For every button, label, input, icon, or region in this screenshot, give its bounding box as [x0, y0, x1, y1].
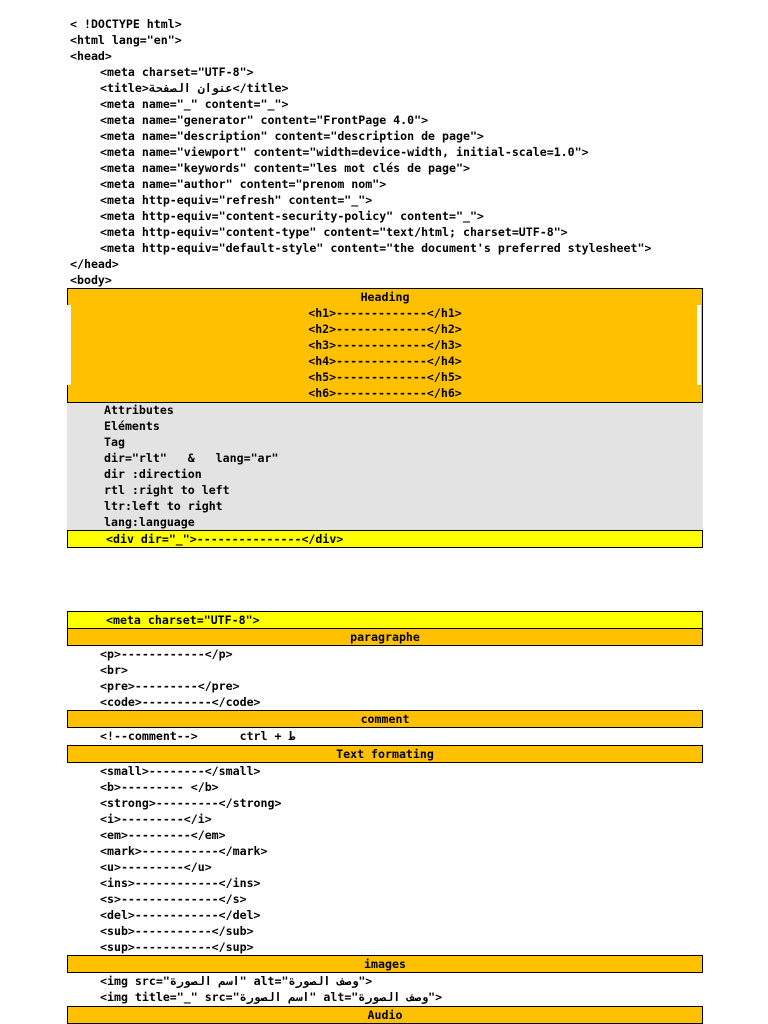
note-elements: Eléments [104, 419, 160, 433]
paragraphe-pre-line: <pre>---------</pre> [100, 679, 240, 693]
audio-title: Audio [367, 1008, 403, 1022]
code-line-meta-author: <meta name="author" content="prenom nom"> [100, 177, 387, 191]
format-ins-line: <ins>------------</ins> [100, 876, 261, 890]
note-dir-lang: dir="rlt" & lang="ar" [104, 451, 279, 465]
code-line-meta-description: <meta name="description" content="description de page"> [100, 129, 484, 143]
format-s-line: <s>--------------</s> [100, 892, 247, 906]
note-dir: dir :direction [104, 467, 202, 481]
format-sup-line: <sup>-----------</sup> [100, 940, 254, 954]
code-line-head-close: </head> [70, 257, 119, 271]
code-line-meta-csp: <meta http-equiv="content-security-policy" content="_"> [100, 209, 484, 223]
note-attributes: Attributes [104, 403, 174, 417]
heading-h1-line: <h1>-------------</h1> [308, 306, 462, 320]
heading-h5-line: <h5>-------------</h5> [308, 370, 462, 384]
heading-h3-line: <h3>-------------</h3> [308, 338, 462, 352]
code-line-doctype: < !DOCTYPE html> [70, 17, 182, 31]
code-line-meta-generator: <meta name="generator" content="FrontPage 4.0"> [100, 113, 429, 127]
heading-h6-line: <h6>-------------</h6> [308, 386, 462, 400]
format-strong-line: <strong>---------</strong> [100, 796, 282, 810]
paragraphe-title: paragraphe [350, 630, 420, 644]
format-del-line: <del>------------</del> [100, 908, 261, 922]
heading-h2-line: <h2>-------------</h2> [308, 322, 462, 336]
charset-line: <meta charset="UTF-8"> [106, 613, 260, 627]
heading-h4-line: <h4>-------------</h4> [308, 354, 462, 368]
code-line-meta-generic: <meta name="_" content="_"> [100, 97, 289, 111]
text-formating-title: Text formating [336, 747, 434, 761]
images-title: images [364, 957, 406, 971]
note-ltr: ltr:left to right [104, 499, 223, 513]
paragraphe-br-line: <br> [100, 663, 128, 677]
format-u-line: <u>---------</u> [100, 860, 212, 874]
code-line-html: <html lang="en"> [70, 33, 182, 47]
comment-line: <!--comment--> ctrl + ط [100, 729, 296, 743]
paragraphe-p-line: <p>------------</p> [100, 647, 233, 661]
code-line-meta-charset: <meta charset="UTF-8"> [100, 65, 254, 79]
img-src-line: <img src="اسم الصورة" alt="وصف الصورة"> [100, 974, 373, 988]
comment-title: comment [360, 712, 410, 726]
heading-section-title: Heading [360, 290, 410, 304]
paragraphe-code-line: <code>----------</code> [100, 695, 261, 709]
code-line-title: <title>عنوان الصفحة</title> [100, 81, 289, 95]
code-line-body-open: <body> [70, 273, 112, 287]
img-title-line: <img title="_" src="اسم الصورة" alt="وصف الصورة"> [100, 990, 443, 1004]
format-small-line: <small>--------</small> [100, 764, 261, 778]
format-em-line: <em>---------</em> [100, 828, 226, 842]
note-rtl: rtl :right to left [104, 483, 230, 497]
format-sub-line: <sub>-----------</sub> [100, 924, 254, 938]
code-line-meta-viewport: <meta name="viewport" content="width=device-width, initial-scale=1.0"> [100, 145, 589, 159]
code-line-head-open: <head> [70, 49, 112, 63]
code-line-meta-refresh: <meta http-equiv="refresh" content="_"> [100, 193, 373, 207]
note-lang: lang:language [104, 515, 195, 529]
format-mark-line: <mark>-----------</mark> [100, 844, 268, 858]
format-b-line: <b>--------- </b> [100, 780, 219, 794]
div-line: <div dir="_">---------------</div> [106, 532, 344, 546]
code-line-meta-content-type: <meta http-equiv="content-type" content="text/html; charset=UTF-8"> [100, 225, 568, 239]
note-tag: Tag [104, 435, 125, 449]
code-line-meta-default-style: <meta http-equiv="default-style" content="the document's preferred stylesheet"> [100, 241, 652, 255]
code-line-meta-keywords: <meta name="keywords" content="les mot clés de page"> [100, 161, 470, 175]
format-i-line: <i>---------</i> [100, 812, 212, 826]
